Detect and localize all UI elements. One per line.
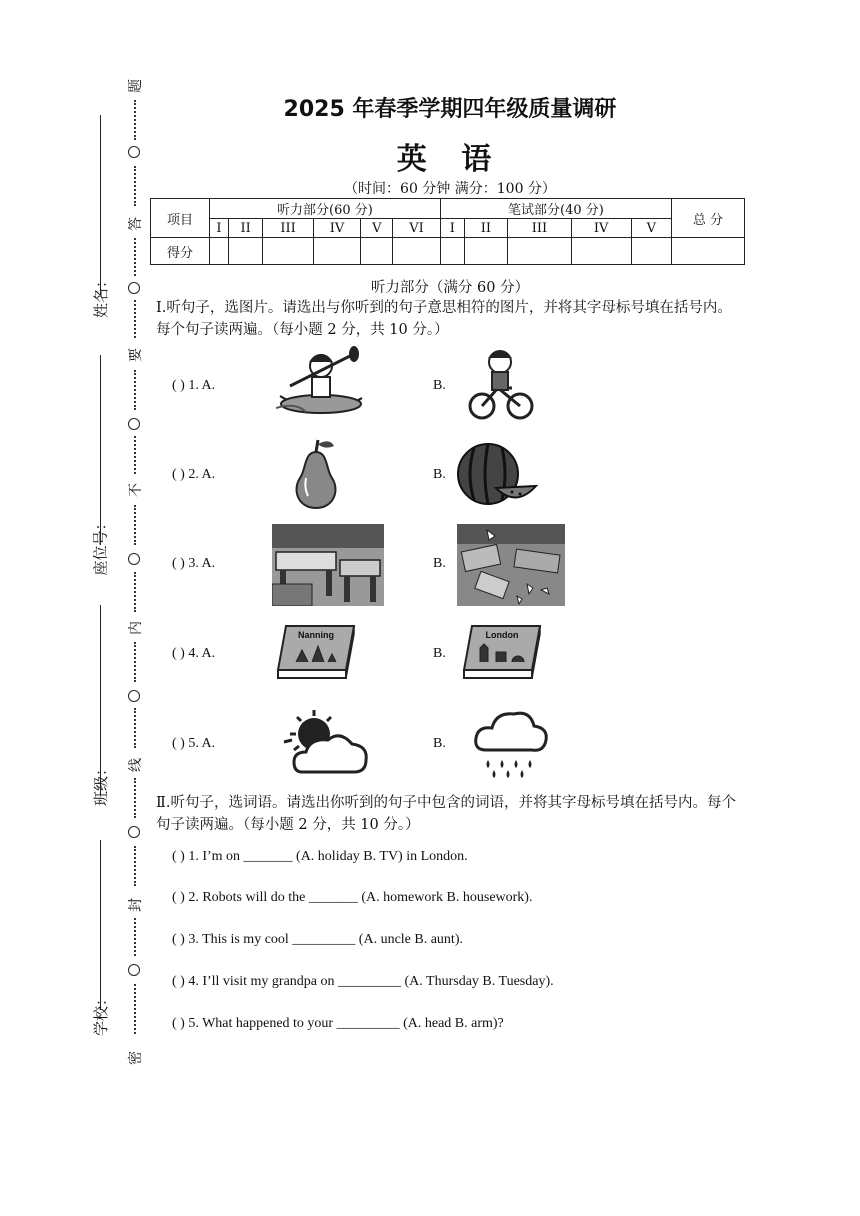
kayaking-girl-picture bbox=[276, 346, 366, 422]
total-score-cell[interactable] bbox=[672, 238, 745, 265]
col-header: II bbox=[228, 219, 263, 238]
seal-dots bbox=[134, 370, 136, 410]
seal-char: 封 bbox=[128, 898, 144, 912]
seal-char: 答 bbox=[128, 217, 144, 231]
exam-meta: （时间：60 分钟 满分：100 分） bbox=[344, 181, 556, 197]
seal-dots bbox=[134, 918, 136, 956]
listening-title: 听力部分（满分 60 分） bbox=[370, 280, 530, 296]
seal-dots bbox=[134, 984, 136, 1034]
seal-dots bbox=[134, 572, 136, 612]
cycling-girl-picture bbox=[466, 346, 536, 422]
seal-char: 密 bbox=[128, 1051, 144, 1065]
score-cell[interactable] bbox=[210, 238, 229, 265]
s2-item: ( ) 2. Robots will do the _______ (A. homework B. housework). bbox=[172, 890, 533, 905]
score-cell[interactable] bbox=[361, 238, 393, 265]
seal-dots bbox=[134, 300, 136, 338]
q5-b-label: B. bbox=[433, 736, 446, 751]
score-cell[interactable] bbox=[631, 238, 671, 265]
q3-b-label: B. bbox=[433, 556, 446, 571]
class-label: 班级： bbox=[92, 760, 111, 807]
listening-header: 听力部分(60 分) bbox=[210, 199, 441, 219]
q1-label: ( ) 1. A. bbox=[172, 378, 216, 393]
seal-dots bbox=[134, 778, 136, 818]
writing-header: 笔试部分(40 分) bbox=[440, 199, 671, 219]
score-label: 得分 bbox=[151, 238, 210, 265]
score-cell[interactable] bbox=[508, 238, 571, 265]
col-header: III bbox=[508, 219, 571, 238]
s2-item: ( ) 5. What happened to your _________ (A. head B. arm)? bbox=[172, 1016, 504, 1031]
seal-circle bbox=[128, 282, 140, 294]
col-header: I bbox=[210, 219, 229, 238]
score-cell[interactable] bbox=[464, 238, 508, 265]
seal-char: 要 bbox=[128, 348, 144, 362]
name-line bbox=[100, 115, 101, 295]
score-cell[interactable] bbox=[440, 238, 464, 265]
col-header: V bbox=[631, 219, 671, 238]
s2-item: ( ) 1. I’m on _______ (A. holiday B. TV) in London. bbox=[172, 849, 468, 864]
seal-dots bbox=[134, 642, 136, 682]
seal-char: 不 bbox=[128, 483, 144, 497]
seal-char: 题 bbox=[128, 79, 144, 93]
q3-label: ( ) 3. A. bbox=[172, 556, 216, 571]
watermelon-picture bbox=[456, 442, 538, 508]
seal-dots bbox=[134, 100, 136, 140]
school-label: 学校： bbox=[92, 990, 111, 1037]
seal-circle bbox=[128, 690, 140, 702]
score-cell[interactable] bbox=[263, 238, 313, 265]
s2-item: ( ) 3. This is my cool _________ (A. uncle B. aunt). bbox=[172, 932, 463, 947]
score-table bbox=[150, 198, 745, 265]
seal-dots bbox=[134, 708, 136, 748]
school-line bbox=[100, 840, 101, 1010]
london-book-title: London bbox=[485, 630, 519, 640]
seal-circle bbox=[128, 146, 140, 158]
subject-title: 英 语 bbox=[396, 142, 504, 177]
seal-dots bbox=[134, 846, 136, 886]
s2-item: ( ) 4. I’ll visit my grandpa on _________ (A. Thursday B. Tuesday). bbox=[172, 974, 554, 989]
seal-circle bbox=[128, 964, 140, 976]
sun-cloud-picture bbox=[280, 708, 370, 780]
col-header: VI bbox=[393, 219, 441, 238]
q5-label: ( ) 5. A. bbox=[172, 736, 216, 751]
col-header: V bbox=[361, 219, 393, 238]
nanning-book-title: Nanning bbox=[298, 630, 334, 640]
messy-classroom-picture bbox=[457, 524, 565, 606]
exam-title: 2025 年春季学期四年级质量调研 bbox=[283, 97, 617, 122]
item-label: 项目 bbox=[151, 199, 210, 238]
total-header: 总 分 bbox=[672, 199, 745, 238]
nanning-book-picture bbox=[276, 622, 358, 682]
london-book-picture bbox=[462, 622, 544, 682]
seal-dots bbox=[134, 505, 136, 545]
pear-picture bbox=[284, 438, 348, 510]
seal-circle bbox=[128, 553, 140, 565]
seal-char: 内 bbox=[128, 621, 144, 635]
rain-cloud-picture bbox=[472, 706, 550, 780]
seal-circle bbox=[128, 826, 140, 838]
col-header: I bbox=[440, 219, 464, 238]
seat-label: 座位号： bbox=[91, 515, 110, 576]
score-cell[interactable] bbox=[571, 238, 631, 265]
score-cell[interactable] bbox=[228, 238, 263, 265]
name-label: 姓名： bbox=[92, 272, 111, 319]
section1-instruction: Ⅰ.听句子，选图片。请选出与你听到的句子意思相符的图片，并将其字母标号填在括号内。每个句子读两遍。（每小题 2 分，共 10 分。） bbox=[156, 300, 732, 338]
col-header: IV bbox=[571, 219, 631, 238]
seal-dots bbox=[134, 166, 136, 206]
q4-label: ( ) 4. A. bbox=[172, 646, 216, 661]
seal-dots bbox=[134, 238, 136, 276]
seal-circle bbox=[128, 418, 140, 430]
col-header: III bbox=[263, 219, 313, 238]
score-cell[interactable] bbox=[313, 238, 361, 265]
seal-dots bbox=[134, 436, 136, 474]
q1-b-label: B. bbox=[433, 378, 446, 393]
section2-instruction: Ⅱ.听句子，选词语。请选出你听到的句子中包含的词语，并将其字母标号填在括号内。每个句子读两遍。（每小题 2 分，共 10 分。） bbox=[156, 795, 736, 833]
col-header: II bbox=[464, 219, 508, 238]
col-header: IV bbox=[313, 219, 361, 238]
tidy-classroom-picture bbox=[272, 524, 384, 606]
q2-b-label: B. bbox=[433, 467, 446, 482]
q2-label: ( ) 2. A. bbox=[172, 467, 216, 482]
score-cell[interactable] bbox=[393, 238, 441, 265]
q4-b-label: B. bbox=[433, 646, 446, 661]
seal-char: 线 bbox=[128, 758, 144, 772]
